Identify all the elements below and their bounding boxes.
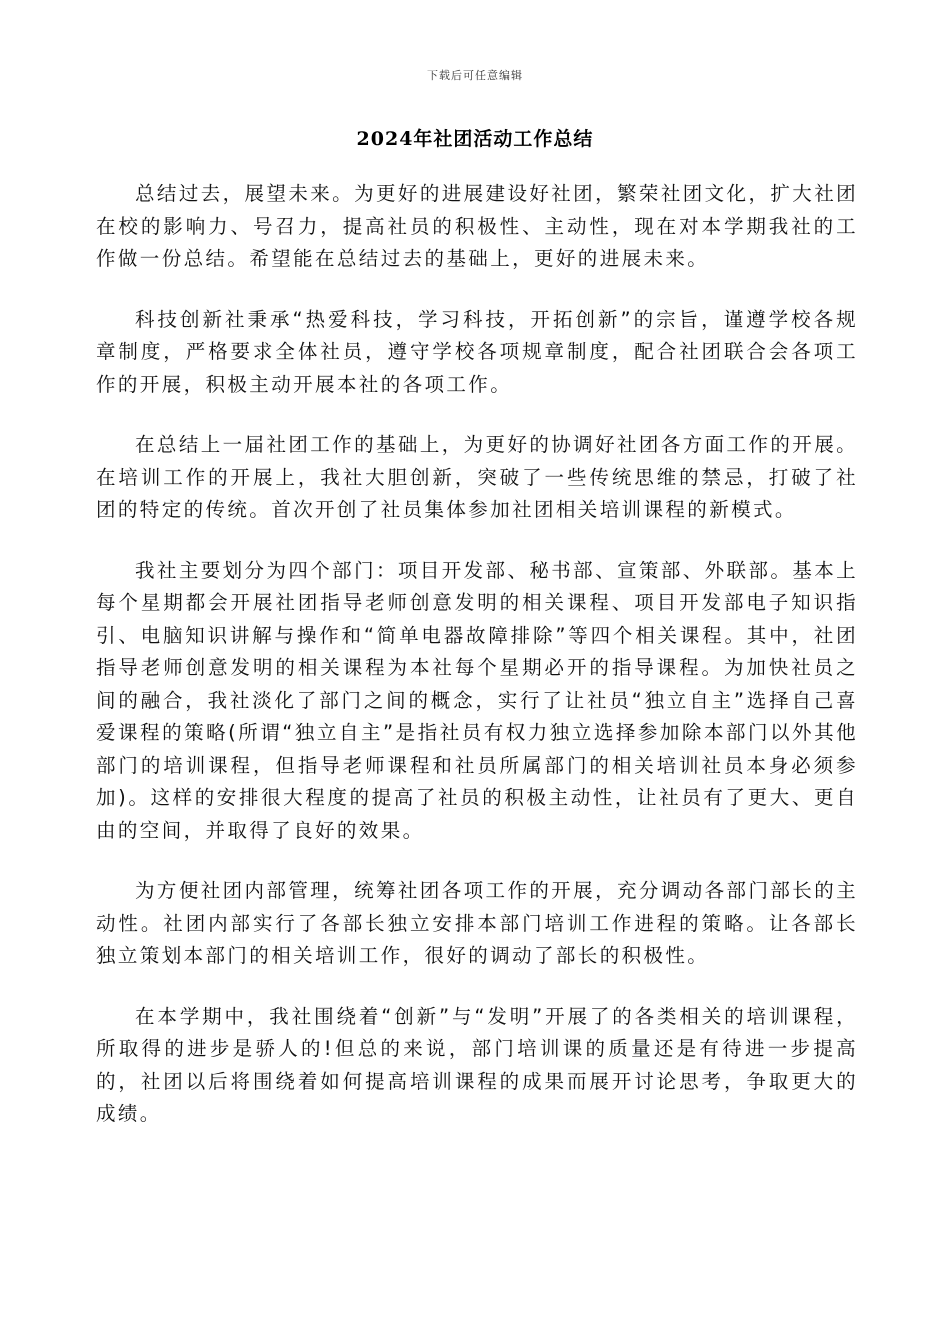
- paragraph-5: 为方便社团内部管理，统筹社团各项工作的开展，充分调动各部门部长的主动性。社团内部实行了各部长独立安排本部门培训工作进程的策略。让各部长独立策划本部门的相关培训工作，很好的调动了部长的积极性。: [96, 879, 858, 967]
- paragraph-6: 在本学期中，我社围绕着“创新”与“发明”开展了的各类相关的培训课程，所取得的进步是骄人的!但总的来说，部门培训课的质量还是有待进一步提高的，社团以后将围绕着如何提高培训课程的成果而展开讨论思考，争取更大的成绩。: [96, 1004, 858, 1125]
- paragraph-4: 我社主要划分为四个部门：项目开发部、秘书部、宣策部、外联部。基本上每个星期都会开展社团指导老师创意发明的相关课程、项目开发部电子知识指引、电脑知识讲解与操作和“简单电器故障排除”等四个相关课程。其中，社团指导老师创意发明的相关课程为本社每个星期必开的指导课程。为加快社员之间的融合，我社淡化了部门之间的概念，实行了让社员“独立自主”选择自己喜爱课程的策略(所谓“独立自主”是指社员有权力独立选择参加除本部门以外其他部门的培训课程，但指导老师课程和社员所属部门的相关培训社员本身必须参加)。这样的安排很大程度的提高了社员的积极主动性，让社员有了更大、更自由的空间，并取得了良好的效果。: [96, 558, 858, 842]
- header-note: 下载后可任意编辑: [427, 69, 523, 82]
- paragraph-3: 在总结上一届社团工作的基础上，为更好的协调好社团各方面工作的开展。在培训工作的开展上，我社大胆创新，突破了一些传统思维的禁忌，打破了社团的特定的传统。首次开创了社员集体参加社团相关培训课程的新模式。: [96, 433, 858, 521]
- document-title: 2024年社团活动工作总结: [356, 128, 594, 150]
- paragraph-2: 科技创新社秉承“热爱科技，学习科技，开拓创新”的宗旨，谨遵学校各规章制度，严格要求全体社员，遵守学校各项规章制度，配合社团联合会各项工作的开展，积极主动开展本社的各项工作。: [96, 307, 858, 396]
- document-body: [96, 178, 858, 1159]
- paragraph-1: 总结过去，展望未来。为更好的进展建设好社团，繁荣社团文化，扩大社团在校的影响力、号召力，提高社员的积极性、主动性，现在对本学期我社的工作做一份总结。希望能在总结过去的基础上，更好的进展未来。: [96, 182, 858, 270]
